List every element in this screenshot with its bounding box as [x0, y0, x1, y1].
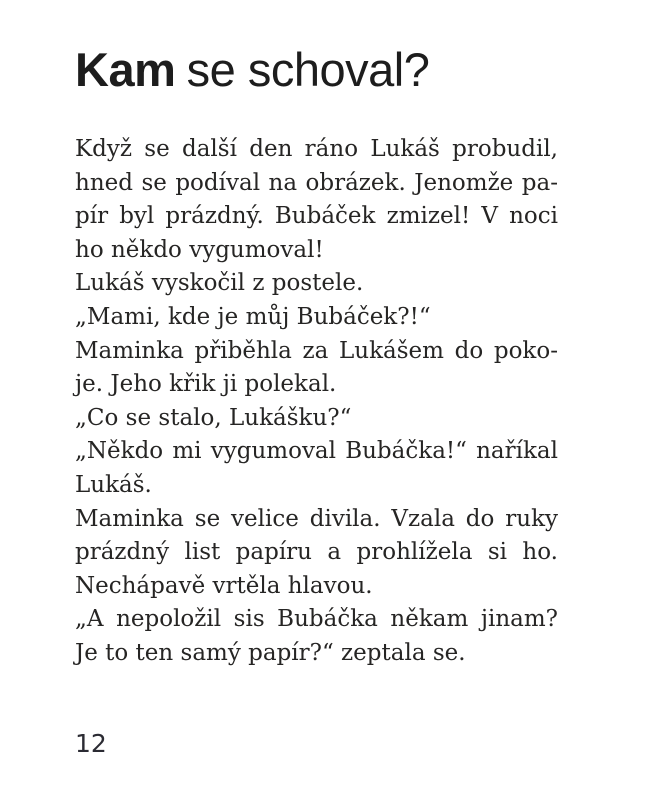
page-number: 12: [75, 729, 107, 758]
page-title: [75, 44, 429, 96]
page-title-rest: se schoval?: [186, 43, 430, 96]
text-line: je. Jeho křik ji polekal.: [75, 371, 337, 398]
text-line: Je to ten samý papír?“ zeptala se.: [75, 639, 466, 666]
text-line: „Co se stalo, Lukášku?“: [75, 404, 352, 431]
text-line: „A nepoložil sis Bubáčka někam jinam?: [75, 606, 558, 633]
text-line: prázdný list papíru a prohlížela si ho.: [75, 539, 558, 566]
text-line: ho někdo vygumoval!: [75, 236, 324, 263]
text-line: „Mami, kde je můj Bubáček?!“: [75, 303, 431, 330]
text-line: Nechápavě vrtěla hlavou.: [75, 572, 373, 599]
text-line: Když se další den ráno Lukáš probudil,: [75, 136, 558, 162]
text-line: Lukáš.: [75, 471, 152, 498]
text-line: Maminka se velice divila. Vzala do ruky: [75, 505, 558, 532]
text-line: Maminka přiběhla za Lukášem do poko-: [75, 337, 558, 364]
text-line: Lukáš vyskočil z postele.: [75, 270, 364, 297]
text-line: hned se podíval na obrázek. Jenomže pa-: [75, 169, 558, 196]
body-text: [75, 133, 558, 671]
text-line: „Někdo mi vygumoval Bubáčka!“ naříkal: [75, 438, 558, 465]
page-title-bold-word: Kam: [75, 43, 176, 96]
text-line: pír byl prázdný. Bubáček zmizel! V noci: [75, 203, 558, 230]
